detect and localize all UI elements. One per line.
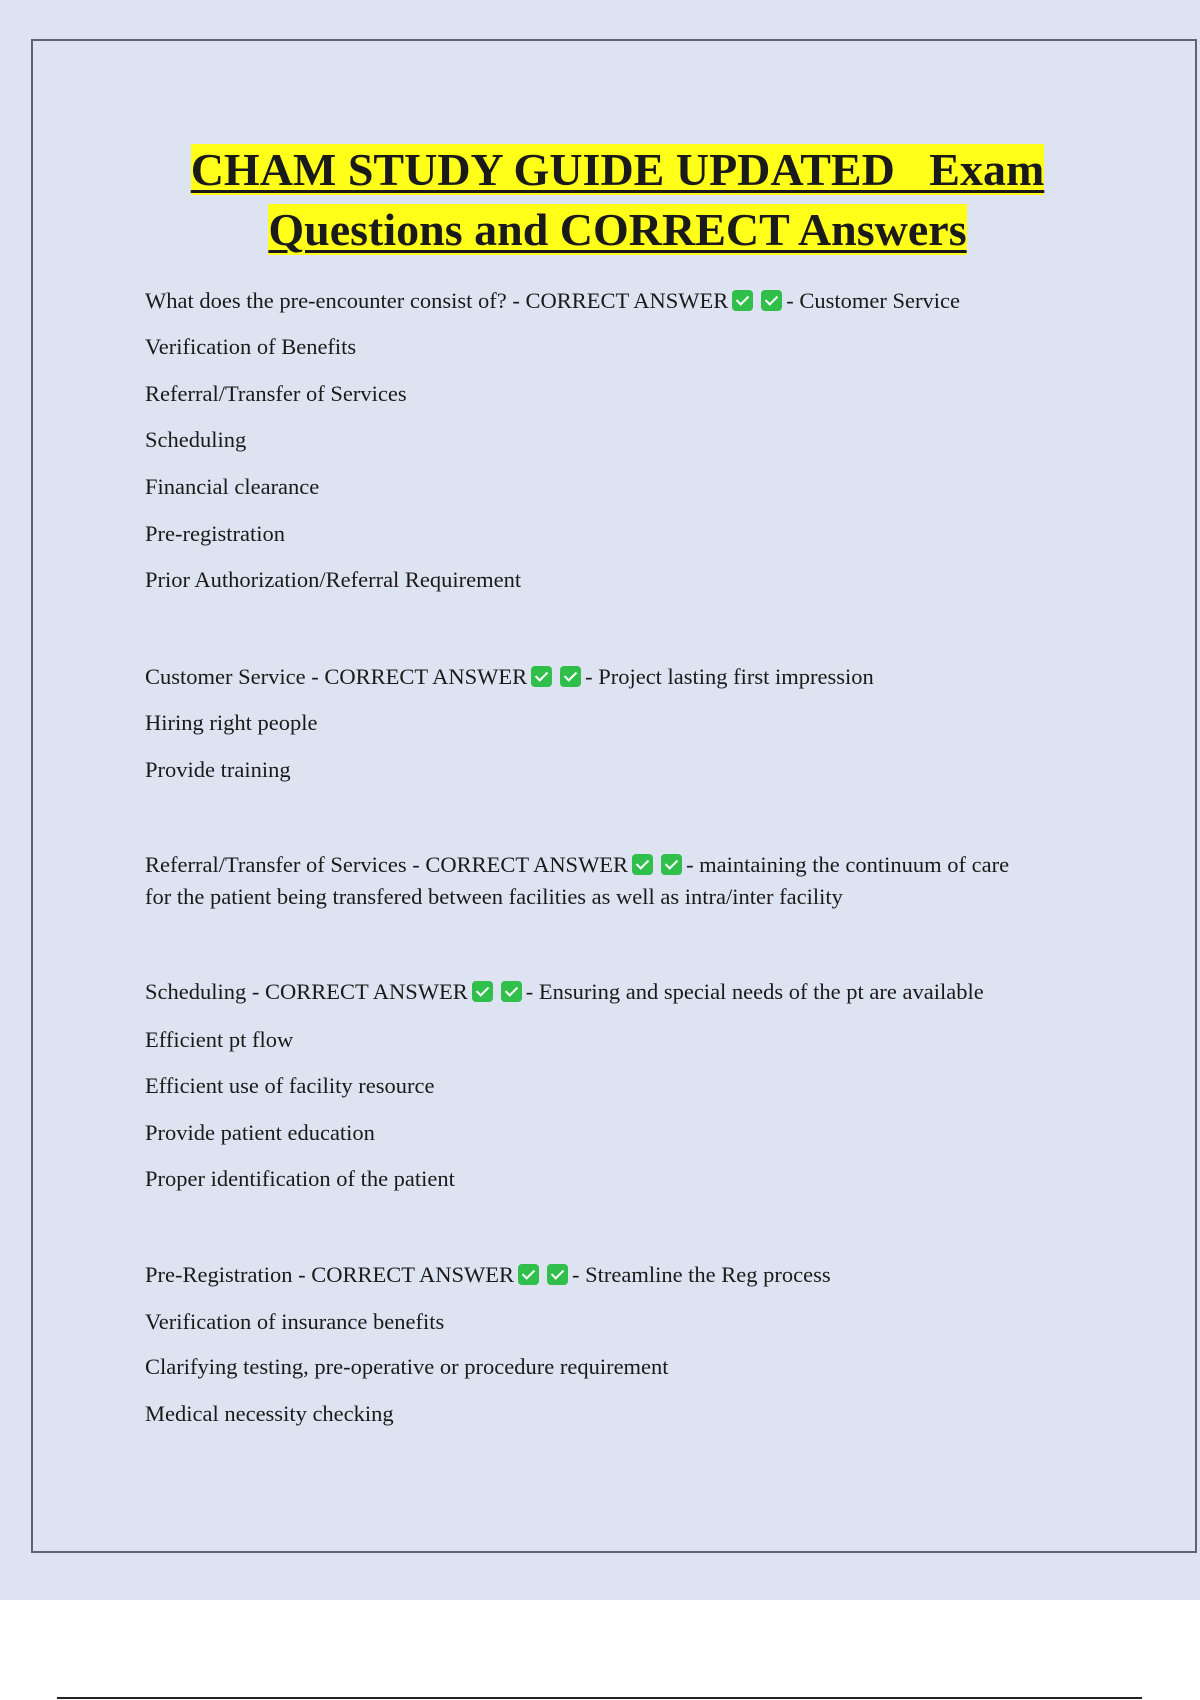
correct-answer-label: - CORRECT ANSWER: [506, 288, 729, 313]
answer-line: Provide patient education: [145, 1120, 375, 1145]
question-line: [145, 662, 874, 692]
answer-text: - Project lasting first impression: [585, 664, 874, 689]
question-text: Customer Service: [145, 664, 306, 689]
question-line: [145, 286, 960, 316]
answer-line: Efficient use of facility resource: [145, 1073, 435, 1098]
answer-text: - Customer Service: [786, 288, 960, 313]
check-mark-icon: [501, 981, 522, 1002]
check-mark-icon: [531, 666, 552, 687]
correct-answer-label: - CORRECT ANSWER: [305, 664, 528, 689]
question-line: [145, 977, 984, 1007]
correct-answer-label: - CORRECT ANSWER: [292, 1262, 514, 1287]
check-mark-icon: [761, 290, 782, 311]
footer-rule: [57, 1697, 1142, 1699]
check-mark-icon: [518, 1264, 539, 1285]
question-text: Pre-Registration: [145, 1262, 293, 1287]
question-text: Referral/Transfer of Services: [145, 852, 407, 877]
answer-line: Efficient pt flow: [145, 1027, 294, 1052]
answer-line: Proper identification of the patient: [145, 1166, 455, 1191]
answer-line: Scheduling: [145, 427, 247, 452]
answer-line: Medical necessity checking: [145, 1401, 394, 1426]
question-text: What does the pre-encounter consist of?: [145, 288, 507, 313]
answer-line: Clarifying testing, pre-operative or procedure requirement: [145, 1354, 669, 1379]
title-line-1: CHAM STUDY GUIDE UPDATED Exam: [190, 144, 1045, 195]
answer-line: for the patient being transfered between facilities as well as intra/inter facility: [145, 884, 843, 909]
check-mark-icon: [560, 666, 581, 687]
check-mark-icon: [732, 290, 753, 311]
answer-text: - Streamline the Reg process: [571, 1262, 831, 1287]
question-line: [145, 1260, 831, 1290]
answer-line: Verification of Benefits: [145, 334, 357, 359]
answer-text: - Ensuring and special needs of the pt are available: [525, 979, 984, 1004]
check-mark-icon: [632, 854, 653, 875]
answer-line: Referral/Transfer of Services: [145, 381, 407, 406]
check-mark-icon: [661, 854, 682, 875]
answer-line: Hiring right people: [145, 710, 318, 735]
document-title: [130, 140, 1105, 260]
question-text: Scheduling: [145, 979, 247, 1004]
answer-line: Financial clearance: [145, 474, 320, 499]
check-mark-icon: [472, 981, 493, 1002]
check-mark-icon: [547, 1264, 568, 1285]
title-line-2: Questions and CORRECT Answers: [268, 204, 967, 255]
answer-line: Prior Authorization/Referral Requirement: [145, 567, 522, 592]
answer-line: Provide training: [145, 757, 291, 782]
answer-line: Verification of insurance benefits: [145, 1309, 445, 1334]
correct-answer-label: - CORRECT ANSWER: [246, 979, 468, 1004]
answer-text: - maintaining the continuum of care: [686, 852, 1010, 877]
correct-answer-label: - CORRECT ANSWER: [406, 852, 629, 877]
question-line: [145, 850, 1009, 880]
answer-line: Pre-registration: [145, 521, 285, 546]
